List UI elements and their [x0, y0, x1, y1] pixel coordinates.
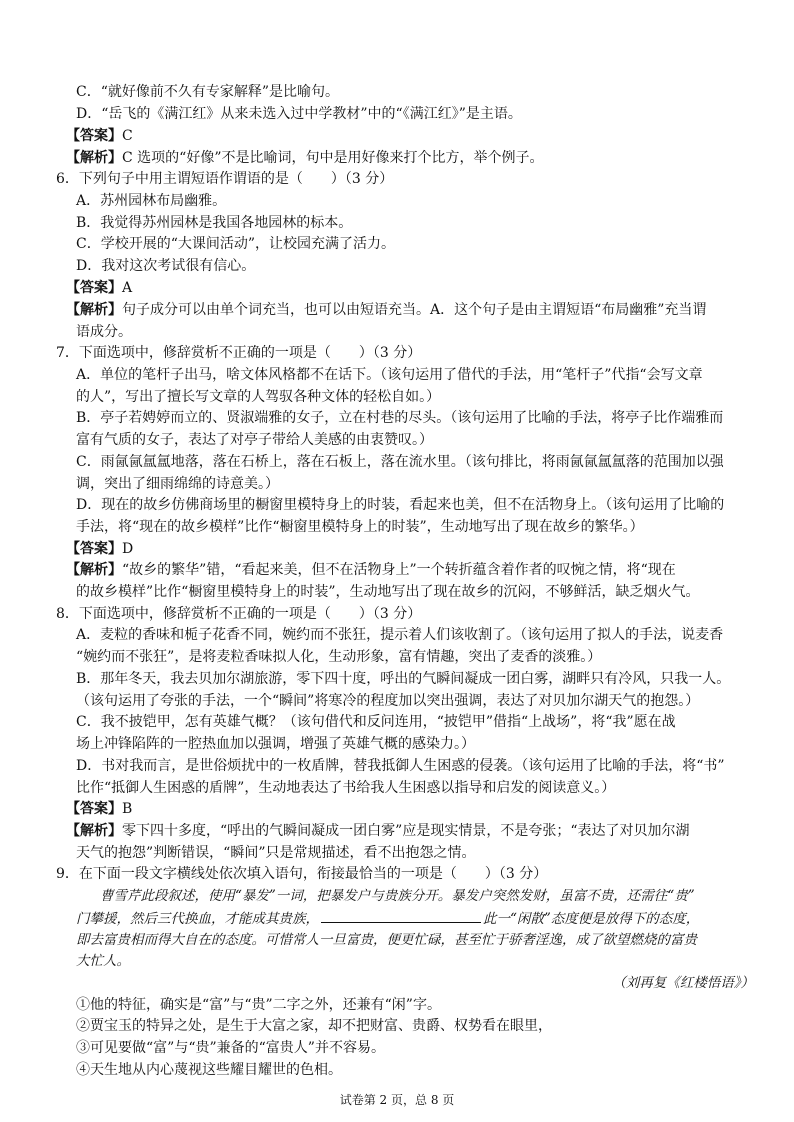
q6-option-d: D．我对这次考试很有信心。 — [76, 258, 256, 274]
q9-stem: 9．在下面一段文字横线处依次填入语句，衔接最恰当的一项是（ ）（3 分） — [56, 866, 548, 882]
q6-analysis — [66, 302, 706, 318]
q8-option-b-cont: （该句运用了夸张的手法，一个“瞬间”将寒冷的程度加以突出强调，表达了对贝加尔湖天气的抱怨。） — [76, 693, 700, 709]
q7-option-b-cont: 富有气质的女子，表达了对亭子带给人美感的由衷赞叹。） — [76, 432, 433, 448]
q5-answer — [66, 128, 133, 144]
q5-option-d: D．“岳飞的《满江红》从来未选入过中学教材”中的“《满江红》”是主语。 — [76, 106, 522, 122]
q6-option-b: B．我觉得苏州园林是我国各地园林的标本。 — [76, 215, 353, 231]
analysis-label: 【解析】 — [66, 562, 122, 578]
q6-option-a: A．苏州园林布局幽雅。 — [76, 193, 227, 209]
q9-passage-line2 — [76, 910, 699, 927]
q8-answer — [66, 801, 132, 817]
answer-value: D — [122, 541, 134, 557]
answer-label: 【答案】 — [66, 128, 122, 144]
page-footer: 试卷第 2 页，总 8 页 — [339, 1093, 455, 1107]
q9-passage-part-a: 门攀援，然后三代换血，才能成其贵族， — [76, 911, 319, 927]
q8-option-b: B．那年冬天，我去贝加尔湖旅游，零下四十度，呼出的气瞬间凝成一团白雾，湖畔只有冷风，只我一人。 — [76, 671, 731, 687]
answer-value: A — [122, 280, 133, 296]
q8-option-a-cont: “婉约而不张狂”，是将麦粒香味拟人化，生动形象，富有情趣，突出了麦香的淡雅。） — [76, 649, 602, 665]
analysis-label: 【解析】 — [66, 302, 122, 318]
q9-source: （刘再复《红楼悟语》） — [612, 975, 754, 991]
q8-option-c: C．我不披铠甲，怎有英雄气概？（该句借代和反问连用，“披铠甲”借指“上战场”，将“我”愿在战 — [76, 714, 676, 730]
answer-label: 【答案】 — [66, 801, 122, 817]
analysis-label: 【解析】 — [66, 150, 122, 166]
q7-answer — [66, 541, 133, 557]
q9-passage-line1: 曹雪芹此段叙述，使用“暴发”一词，把暴发户与贵族分开。暴发户突然发财，虽富不贵，还需往“贵” — [100, 888, 695, 904]
q7-option-c-cont: 调，突出了细雨绵绵的诗意美。） — [76, 476, 279, 492]
q6-answer — [66, 280, 132, 296]
analysis-text: 零下四十多度，“呼出的气瞬间凝成一团白雾”应是现实情景，不是夸张；“表达了对贝加尔湖 — [122, 823, 690, 839]
q5-option-c: C．“就好像前不久有专家解释”是比喻句。 — [76, 84, 340, 100]
q9-option-3: ③可见要做“富”与“贵”兼备的“富贵人”并不容易。 — [76, 1040, 385, 1056]
q8-stem: 8．下面选项中，修辞赏析不正确的一项是（ ）（3 分） — [56, 606, 422, 622]
q8-analysis-cont: 天气的抱怨”判断错误，“瞬间”只是常规描述，看不出抱怨之情。 — [76, 845, 476, 861]
q7-option-a: A．单位的笔杆子出马，啥文体风格都不在话下。（该句运用了借代的手法，用“笔杆子”代指“会写文章 — [76, 367, 703, 383]
q7-option-d-cont: 手法，将“现在的故乡模样”比作“橱窗里模特身上的时装”，生动地写出了现在故乡的繁华。） — [76, 519, 644, 535]
q9-option-1: ①他的特征，确实是“富”与“贵”二字之外，还兼有“闲”字。 — [76, 997, 441, 1013]
q9-passage-line4: 大忙人。 — [76, 953, 130, 969]
q7-option-c: C．雨氤氤氲氲地落，落在石桥上，落在石板上，落在流水里。（该句排比，将雨氤氤氲氲落的范围加以强 — [76, 454, 724, 470]
q6-option-c: C．学校开展的“大课间活动”，让校园充满了活力。 — [76, 236, 396, 252]
q9-passage-part-b: 此一“闲散”态度便是放得下的态度， — [483, 911, 700, 927]
analysis-text: “故乡的繁华”错，“看起来美，但不在活物身上”一个转折蕴含着作者的叹惋之情，将“现在 — [122, 562, 676, 578]
answer-label: 【答案】 — [66, 541, 122, 557]
q8-analysis — [66, 823, 689, 839]
q8-option-d: D．书对我而言，是世俗烦扰中的一枚盾牌，替我抵御人生困惑的侵袭。（该句运用了比喻的手法，将“书” — [76, 758, 725, 774]
q9-passage-line3: 即去富贵相而得大自在的态度。可惜常人一旦富贵，便更忙碌，甚至忙于骄奢淫逸，成了欲望燃烧的富贵 — [76, 932, 697, 948]
q5-analysis — [66, 150, 543, 166]
q7-analysis — [66, 562, 676, 578]
analysis-label: 【解析】 — [66, 823, 122, 839]
analysis-text: C 选项的“好像”不是比喻词，句中是用好像来打个比方，举个例子。 — [122, 150, 544, 166]
answer-value: C — [122, 128, 133, 144]
q8-option-a: A．麦粒的香味和栀子花香不同，婉约而不张狂，提示着人们该收割了。（该句运用了拟人的手法，说麦香 — [76, 627, 724, 643]
analysis-text: 句子成分可以由单个词充当，也可以由短语充当。A．这个句子是由主谓短语“布局幽雅”充当谓 — [122, 302, 707, 318]
q6-stem: 6．下列句子中用主谓短语作谓语的是（ ）（3 分） — [56, 171, 394, 187]
q7-option-a-cont: 的人”，写出了擅长写文章的人驾驭各种文体的轻松自如。） — [76, 389, 441, 405]
q7-option-b: B．亭子若娉婷而立的、贤淑端雅的女子，立在村巷的尽头。（该句运用了比喻的手法，将亭子比作端雅而 — [76, 410, 724, 426]
q6-analysis-cont: 语成分。 — [76, 324, 132, 340]
q9-option-2: ②贾宝玉的特异之处，是生于大富之家，却不把财富、贵爵、权势看在眼里， — [76, 1018, 552, 1034]
q7-analysis-cont: 的故乡模样”比作“橱窗里模特身上的时装”，生动地写出了现在故乡的沉闷，不够鲜活，缺乏烟火气。 — [76, 584, 700, 600]
answer-label: 【答案】 — [66, 280, 122, 296]
q7-stem: 7．下面选项中，修辞赏析不正确的一项是（ ）（3 分） — [56, 345, 422, 361]
fill-blank — [321, 910, 481, 923]
answer-value: B — [122, 801, 133, 817]
q7-option-d: D．现在的故乡仿佛商场里的橱窗里模特身上的时装，看起来也美，但不在活物身上。（该句运用了比喻的 — [76, 497, 725, 513]
q8-option-c-cont: 场上冲锋陷阵的一腔热血加以强调，增强了英雄气概的感染力。） — [76, 736, 475, 752]
q9-option-4: ④天生地从内心蔑视这些耀目耀世的色相。 — [76, 1062, 342, 1078]
q8-option-d-cont: 比作“抵御人生困惑的盾牌”，生动地表达了书给我人生困惑以指导和启发的阅读意义。） — [76, 780, 616, 796]
